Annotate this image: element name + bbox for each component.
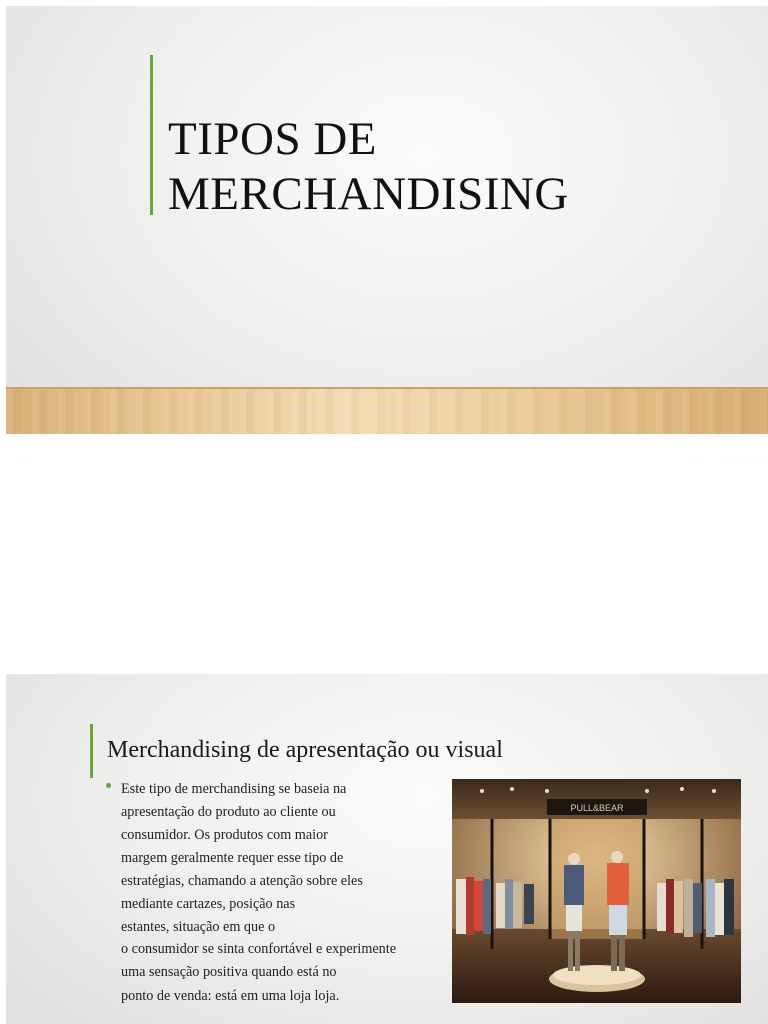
content-slide xyxy=(6,674,768,1024)
title-accent-bar xyxy=(150,55,153,215)
body-text-line: consumidor. Os produtos com maior xyxy=(121,827,328,843)
bullet-icon xyxy=(106,783,111,788)
slide-heading: Merchandising de apresentação ou visual xyxy=(107,737,503,763)
clothing-store-photo xyxy=(452,779,741,1003)
slide-title-line-1: TIPOS DE xyxy=(168,113,377,165)
body-text-line: apresentação do produto ao cliente ou xyxy=(121,804,336,820)
body-text-line: estantes, situação em que o xyxy=(121,919,276,935)
body-text-line: estratégias, chamando a atenção sobre eles xyxy=(121,873,363,889)
store-sign-text: PULL&BEAR xyxy=(570,803,624,813)
body-text-line: ponto de venda: está em uma loja loja. xyxy=(121,988,340,1004)
heading-accent-bar xyxy=(90,724,93,778)
wood-floor-decoration xyxy=(6,387,768,434)
slide-title-line-2: MERCHANDISING xyxy=(168,168,569,220)
body-text-line: uma sensação positiva quando está no xyxy=(121,964,337,980)
body-text-line: margem geralmente requer esse tipo de xyxy=(121,850,344,866)
body-text-line: o consumidor se sinta confortável e experimente xyxy=(121,941,396,957)
body-text-line: mediante cartazes, posição nas xyxy=(121,896,296,912)
title-slide xyxy=(6,6,768,434)
body-text-line: Este tipo de merchandising se baseia na xyxy=(121,781,347,797)
